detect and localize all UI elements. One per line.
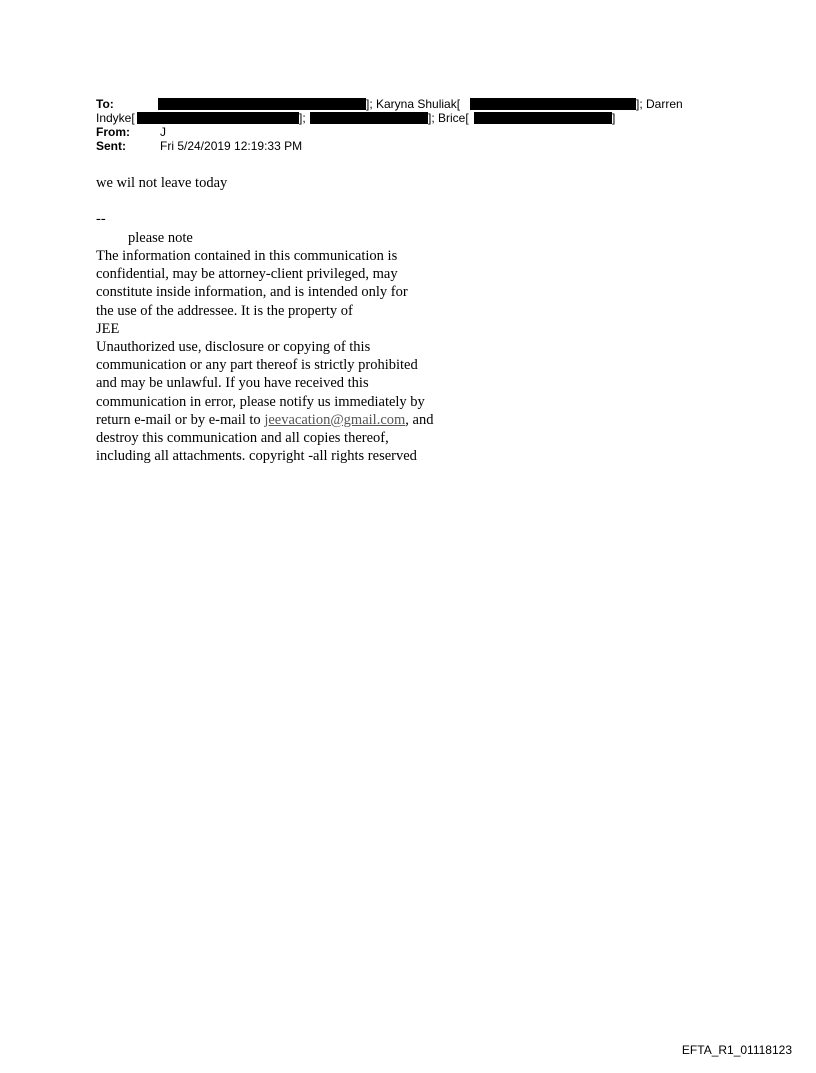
disclaimer-line: including all attachments. copyright -all rights reserved <box>96 448 417 465</box>
return-suffix: , and <box>405 411 434 428</box>
disclaimer-line: Unauthorized use, disclosure or copying of this <box>96 339 371 356</box>
to-separator: ] <box>612 111 616 125</box>
disclaimer-line: destroy this communication and all copies thereof, <box>96 430 389 447</box>
redaction-block <box>474 112 612 124</box>
email-header <box>96 97 736 153</box>
to-line-2 <box>96 111 736 125</box>
from-label: From: <box>96 125 130 139</box>
to-separator: ]; <box>299 111 306 125</box>
to-label: To: <box>96 97 114 111</box>
to-line-1 <box>96 97 736 111</box>
redaction-block <box>310 112 428 124</box>
document-id: EFTA_R1_01118123 <box>681 1043 792 1057</box>
return-prefix: return e-mail or by e-mail to <box>96 411 265 428</box>
disclaimer-line: and may be unlawful. If you have received this <box>96 375 369 392</box>
disclaimer-line: communication or any part thereof is strictly prohibited <box>96 357 418 374</box>
to-separator: ]; Brice[ <box>428 111 469 125</box>
email-link[interactable]: jeevacation@gmail.com <box>264 411 406 428</box>
disclaimer-line: constitute inside information, and is intended only for <box>96 284 408 301</box>
sent-label: Sent: <box>96 139 126 153</box>
to-recipient: Indyke[ <box>96 111 135 125</box>
please-note: please note <box>128 230 193 246</box>
redaction-block <box>158 98 366 110</box>
to-separator: ]; Karyna Shuliak[ <box>366 97 461 111</box>
sent-line <box>96 139 736 153</box>
disclaimer-line: communication in error, please notify us immediately by <box>96 393 425 410</box>
disclaimer-line: The information contained in this communication is <box>96 248 398 264</box>
disclaimer-line <box>96 411 433 429</box>
disclaimer-line: confidential, may be attorney-client privileged, may <box>96 266 398 283</box>
from-value: J <box>160 125 166 139</box>
disclaimer <box>96 247 433 465</box>
redaction-block <box>137 112 299 124</box>
redaction-block <box>470 98 636 110</box>
disclaimer-line: the use of the addressee. It is the property of <box>96 302 353 319</box>
sent-value: Fri 5/24/2019 12:19:33 PM <box>160 139 303 153</box>
to-separator: ]; Darren <box>636 97 683 111</box>
disclaimer-line: JEE <box>96 320 120 337</box>
message-text: we wil not leave today <box>96 175 228 191</box>
signature-separator: -- <box>96 211 106 227</box>
from-line <box>96 125 736 139</box>
